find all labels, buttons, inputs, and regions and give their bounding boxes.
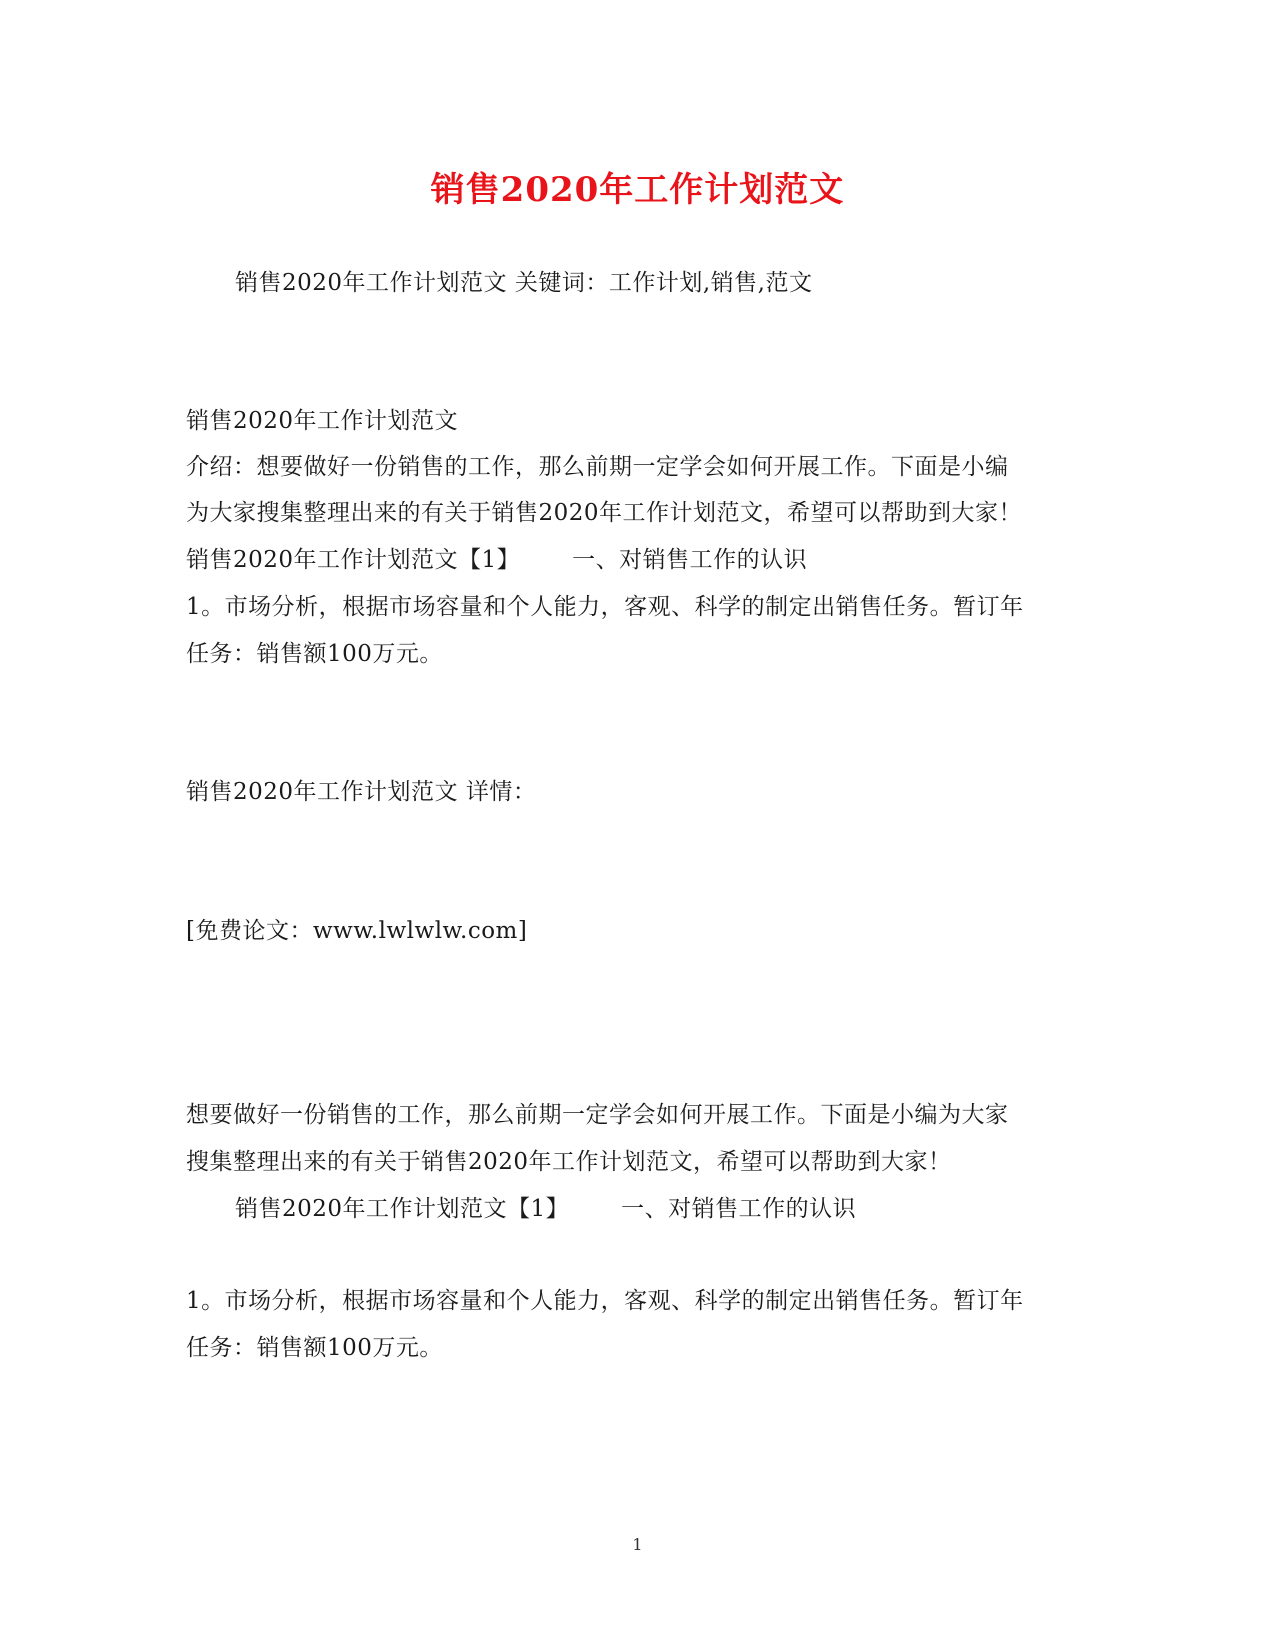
section-b-subtitle: 一、对销售工作的认识 — [621, 1196, 857, 1222]
section-a-title: 销售2020年工作计划范文【1】 — [186, 547, 521, 573]
intro-line-1: 介绍：想要做好一份销售的工作，那么前期一定学会如何开展工作。下面是小编 — [186, 454, 1009, 480]
body-line-1: 想要做好一份销售的工作，那么前期一定学会如何开展工作。下面是小编为大家 — [186, 1102, 1009, 1128]
keywords-line: 销售2020年工作计划范文 关键词：工作计划,销售,范文 — [235, 270, 813, 296]
body-line-2: 搜集整理出来的有关于销售2020年工作计划范文，希望可以帮助到大家！ — [186, 1149, 952, 1175]
item-b-line-2: 任务：销售额100万元。 — [186, 1335, 443, 1361]
intro-line-2: 为大家搜集整理出来的有关于销售2020年工作计划范文，希望可以帮助到大家！ — [186, 500, 1023, 526]
section-a-subtitle: 一、对销售工作的认识 — [572, 547, 808, 573]
section-b-heading — [235, 1194, 856, 1224]
item-a-line-1: 1。市场分析，根据市场容量和个人能力，客观、科学的制定出销售任务。暂订年 — [186, 594, 1024, 620]
section-a-heading — [186, 545, 807, 575]
section-heading: 销售2020年工作计划范文 — [186, 408, 459, 434]
section-b-title: 销售2020年工作计划范文【1】 — [235, 1196, 570, 1222]
page-number: 1 — [632, 1535, 643, 1554]
source-note: [免费论文：www.lwlwlw.com] — [186, 918, 528, 944]
item-b-line-1: 1。市场分析，根据市场容量和个人能力，客观、科学的制定出销售任务。暂订年 — [186, 1288, 1024, 1314]
item-a-line-2: 任务：销售额100万元。 — [186, 641, 443, 667]
document-title: 销售2020年工作计划范文 — [430, 170, 845, 210]
details-label: 销售2020年工作计划范文 详情： — [186, 779, 537, 805]
